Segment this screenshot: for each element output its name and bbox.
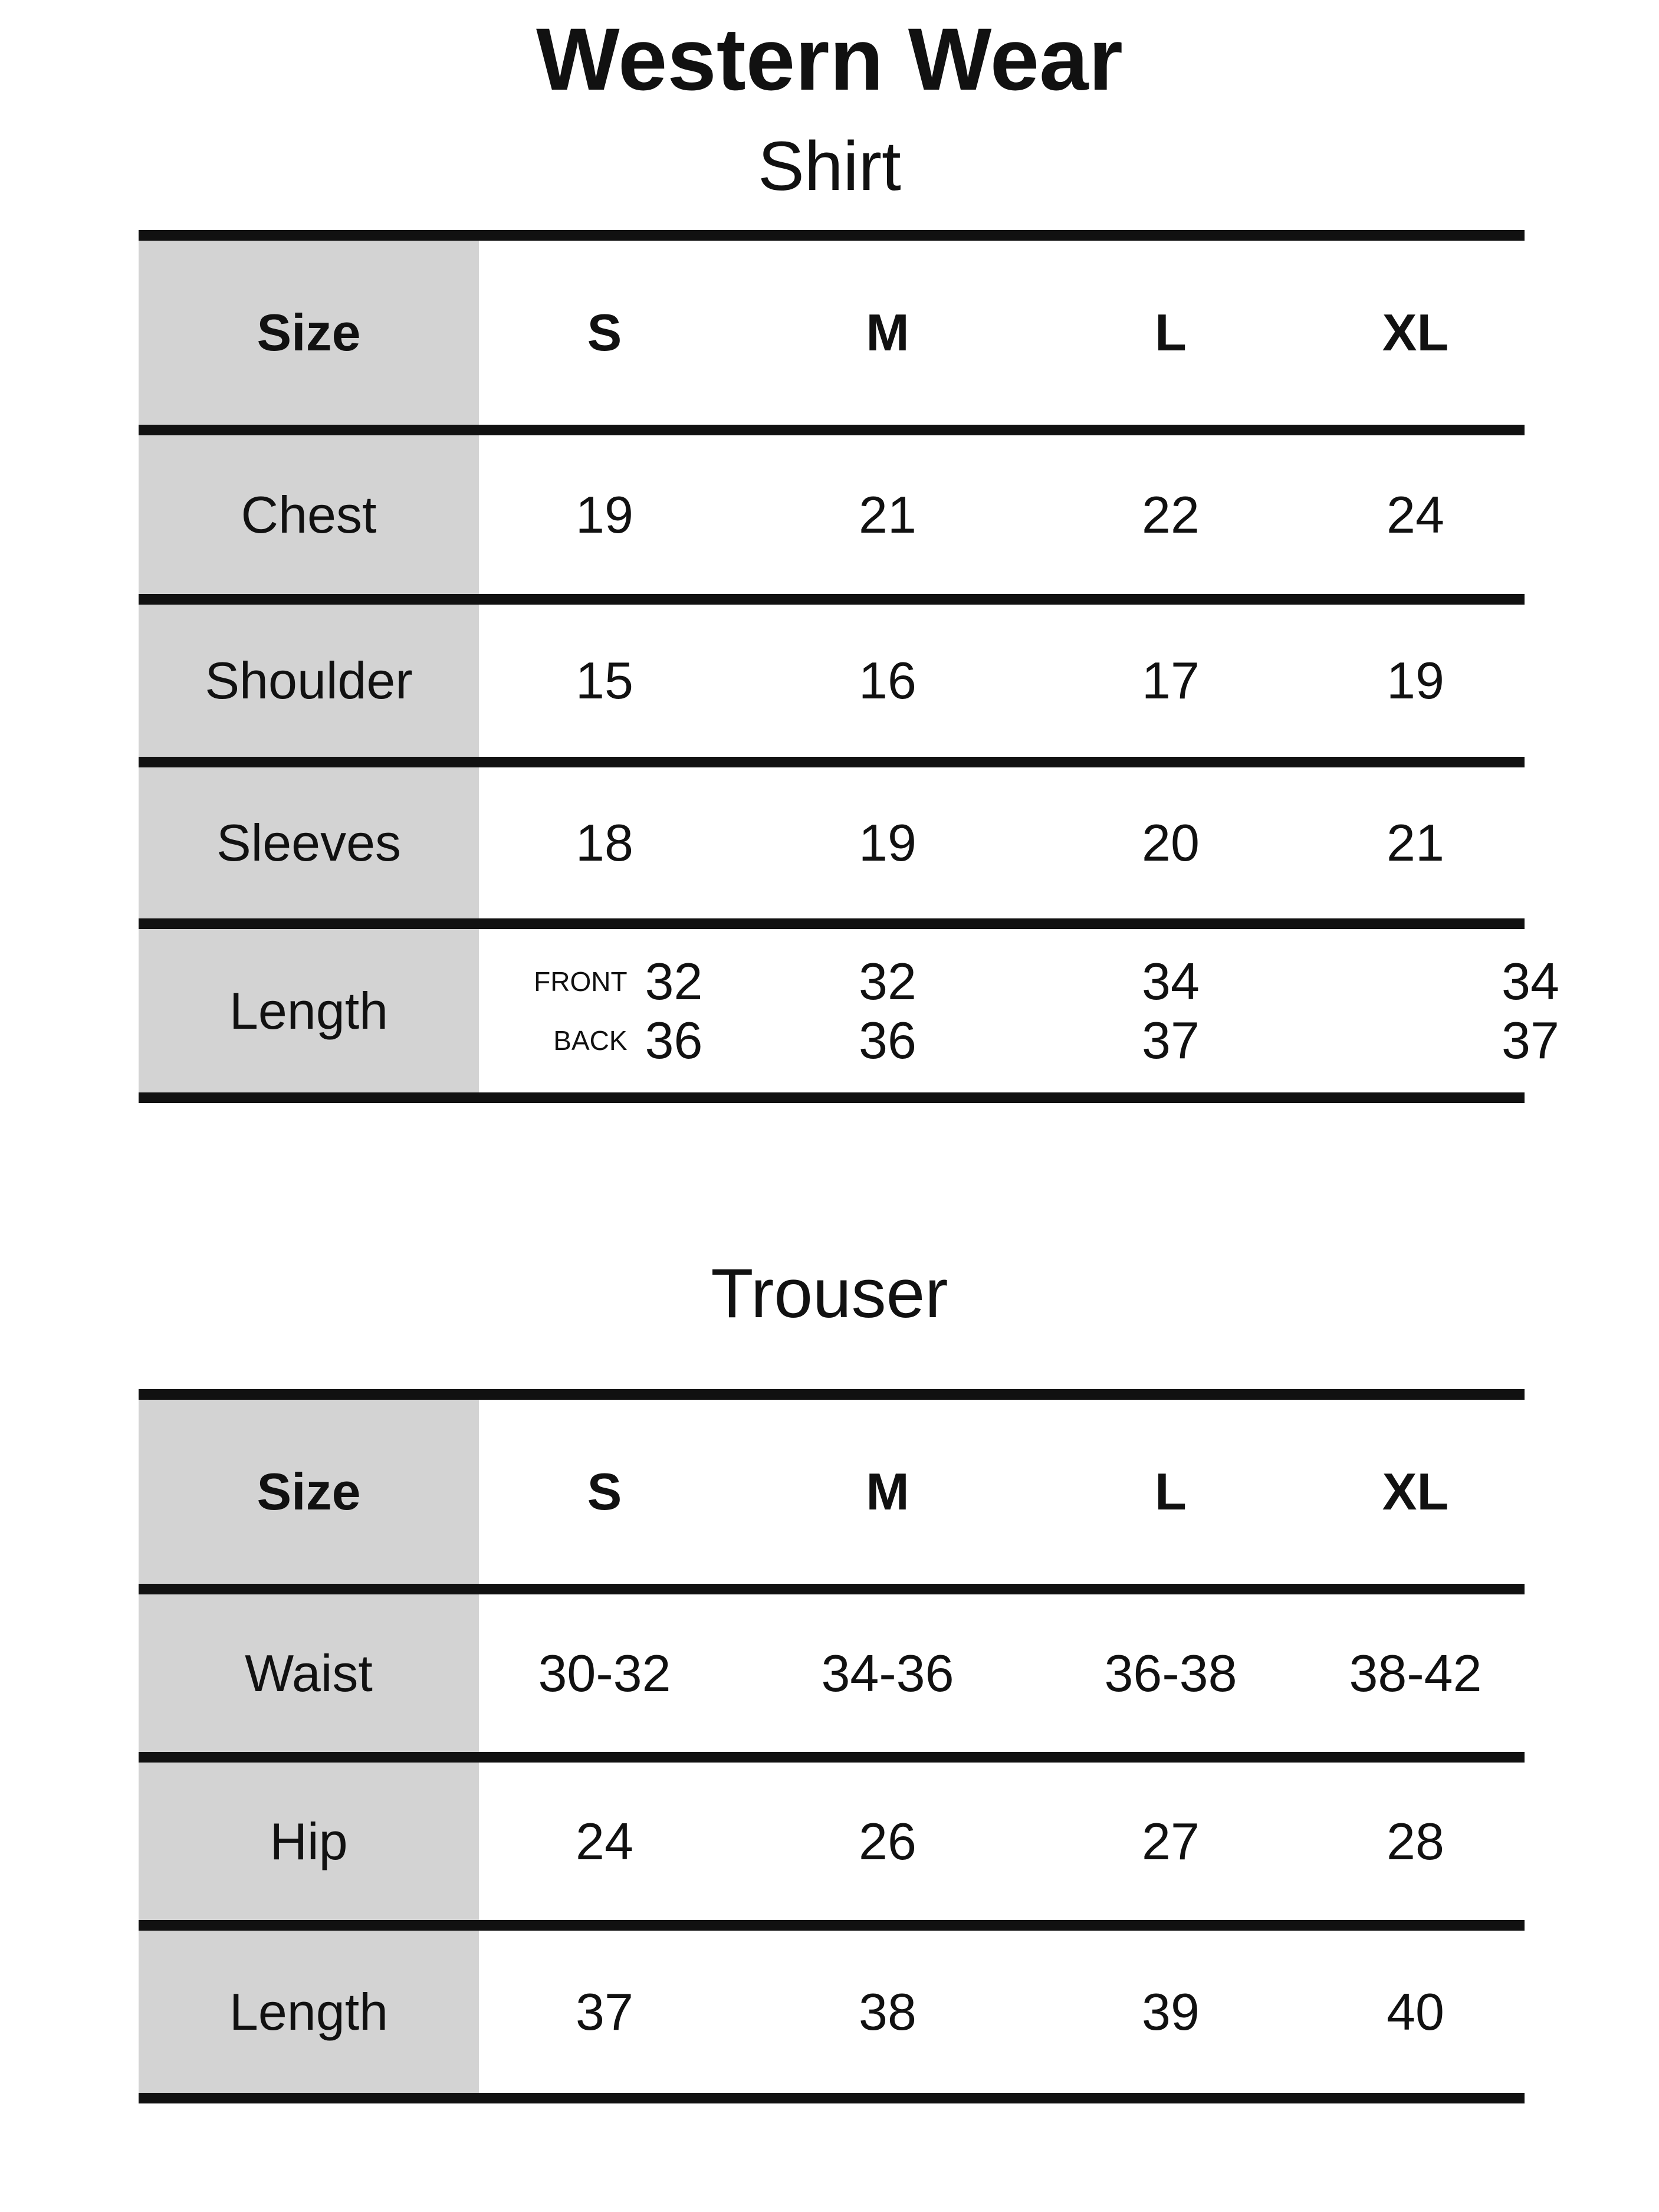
table-cell: 21 [859, 485, 916, 544]
table-rule [139, 757, 1525, 767]
table-cell: 39 [1142, 1982, 1200, 2041]
table-cell: 40 [1387, 1982, 1444, 2041]
table-cell: 19 [1387, 651, 1444, 710]
page-title: Western Wear [536, 9, 1123, 109]
size-xl-header: XL [1382, 1462, 1449, 1521]
size-l-header: L [1155, 303, 1187, 362]
table-row [139, 1594, 1525, 1752]
trouser-section-title: Trouser [711, 1255, 948, 1333]
table-cell: 27 [1142, 1811, 1200, 1870]
size-xl-header: XL [1382, 303, 1449, 362]
table-row [139, 605, 1525, 757]
table-rule [139, 1584, 1525, 1594]
table-rule [139, 230, 1525, 241]
front-tag: FRONT [534, 966, 628, 997]
front-line [530, 952, 703, 1011]
front-value: 34 [1142, 951, 1200, 1010]
table-rule [139, 2093, 1525, 2103]
header-row [139, 241, 1525, 425]
size-header-label: Size [257, 303, 361, 362]
table-cell: 24 [576, 1811, 633, 1870]
back-value: 37 [1142, 1010, 1200, 1069]
length-m-cell [787, 929, 988, 1092]
front-value: 32 [645, 951, 703, 1010]
row-label: Shoulder [205, 651, 413, 710]
front-value: 32 [859, 951, 916, 1010]
table-rule [139, 425, 1525, 435]
table-cell: 24 [1387, 485, 1444, 544]
header-row [139, 1400, 1525, 1584]
row-label: Chest [241, 485, 377, 544]
row-label: Hip [270, 1811, 348, 1870]
size-header-label: Size [257, 1462, 361, 1521]
table-cell: 19 [576, 485, 633, 544]
back-line [530, 1011, 703, 1070]
back-tag: BACK [553, 1025, 628, 1056]
size-m-header: M [866, 1462, 909, 1521]
size-m-header: M [866, 303, 909, 362]
table-cell: 16 [859, 651, 916, 710]
back-value: 36 [859, 1010, 916, 1069]
table-rule [139, 1752, 1525, 1763]
table-cell: 19 [859, 813, 916, 872]
length-l-cell [1070, 929, 1271, 1092]
trouser-size-table [139, 1389, 1525, 2106]
shirt-section-title: Shirt [758, 127, 901, 205]
size-s-header: S [587, 1462, 622, 1521]
table-rule [139, 1389, 1525, 1400]
length-row [139, 929, 1559, 1092]
length-xl-cell [1430, 929, 1631, 1092]
table-cell: 15 [576, 651, 633, 710]
table-cell: 26 [859, 1811, 916, 1870]
row-label: Length [229, 981, 389, 1040]
table-cell: 36-38 [1104, 1643, 1237, 1702]
table-cell: 37 [576, 1982, 633, 2041]
table-cell: 20 [1142, 813, 1200, 872]
row-label: Waist [245, 1643, 373, 1702]
table-rule [139, 918, 1525, 929]
size-l-header: L [1155, 1462, 1187, 1521]
shirt-size-table [139, 230, 1559, 1106]
size-s-header: S [587, 303, 622, 362]
back-value: 37 [1502, 1010, 1559, 1069]
table-cell: 34-36 [821, 1643, 954, 1702]
table-cell: 18 [576, 813, 633, 872]
table-cell: 28 [1387, 1811, 1444, 1870]
table-rule [139, 1920, 1525, 1931]
table-cell: 21 [1387, 813, 1444, 872]
table-cell: 17 [1142, 651, 1200, 710]
table-cell: 38-42 [1349, 1643, 1482, 1702]
length-s-cell [481, 929, 752, 1092]
table-row [139, 435, 1525, 594]
table-cell: 22 [1142, 485, 1200, 544]
table-cell: 38 [859, 1982, 916, 2041]
table-row [139, 767, 1525, 918]
table-rule [139, 594, 1525, 605]
back-value: 36 [645, 1010, 703, 1069]
table-row [139, 1763, 1525, 1920]
front-value: 34 [1502, 951, 1559, 1010]
table-cell: 30-32 [538, 1643, 671, 1702]
table-rule [139, 1092, 1525, 1103]
row-label: Length [229, 1982, 389, 2041]
table-row [139, 1931, 1525, 2093]
row-label: Sleeves [216, 813, 402, 872]
